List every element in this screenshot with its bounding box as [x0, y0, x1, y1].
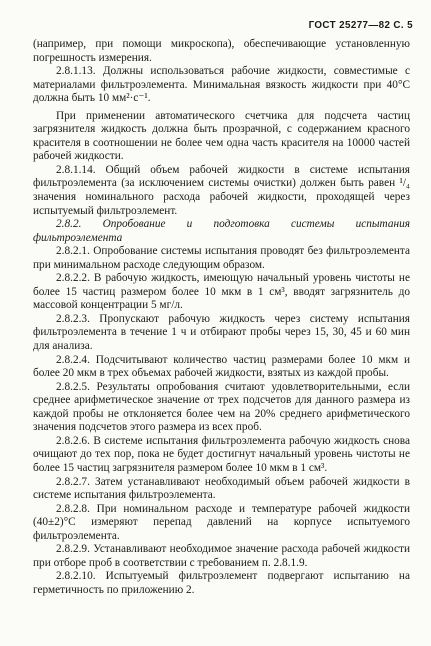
paragraph: 2.8.2.4. Подсчитывают количество частиц размерами более 10 мкм и более 20 мкм в трех объемах рабочей жидкости, взятых из каждой пробы. — [33, 353, 410, 380]
paragraph: 2.8.2.7. Затем устанавливают необходимый объем рабочей жидкости в системе испытания фильтроэлемента. — [33, 475, 410, 502]
paragraph: 2.8.1.13. Должны использоваться рабочие жидкости, совместимые с материалами фильтроэлемента. Минимальная вязкость жидкости при 40°С должна быть 10 мм²·с⁻¹. — [33, 65, 410, 105]
paragraph: 2.8.2.1. Опробование системы испытания проводят без фильтроэлемента при минимальном расходе следующим образом. — [33, 245, 410, 271]
document-body — [33, 38, 410, 597]
paragraph: 2.8.2.9. Устанавливают необходимое значение расхода рабочей жидкости при отборе проб в соответствии с требованием п. 2.8.1.9. — [33, 543, 410, 569]
paragraph: 2.8.2.2. В рабочую жидкость, имеющую начальный уровень чистоты не более 15 частиц размером более 10 мкм в 1 см³, вводят загрязнитель до массовой концентрации 5 мг/л. — [33, 272, 410, 312]
paragraph: 2.8.1.14. Общий объем рабочей жидкости в системе испытания фильтроэлемента (за исключением системы очистки) должен быть равен ¹/₄ значения номинального расхода рабочей жидкости, проходящей через испытуемый фильтроэлемент. — [33, 163, 410, 217]
paragraph: 2.8.2.10. Испытуемый фильтроэлемент подвергают испытанию на герметичность по приложению 2. — [33, 570, 410, 596]
paragraph: 2.8.2.8. При номинальном расходе и температуре рабочей жидкости (40±2)°С измеряют перепад давлений на корпусе испытуемого фильтроэлемента. — [33, 502, 410, 542]
page-header: ГОСТ 25277—82 С. 5 — [308, 20, 413, 31]
paragraph: (например, при помощи микроскопа), обеспечивающие установленную погрешность измерения. — [33, 38, 410, 64]
paragraph: 2.8.2.5. Результаты опробования считают удовлетворительными, если среднее арифметическое значение от трех подсчетов для данного размера из каждой пробы не отклоняется более чем на 20% среднего арифметического значения подсчетов этого размера из всех проб. — [33, 380, 410, 434]
paragraph: При применении автоматического счетчика для подсчета частиц загрязнителя жидкость должна быть прозрачной, с содержанием красного красителя в соотношении не более чем одна часть красителя на 10000 частей рабочей жидкости. — [33, 109, 410, 163]
paragraph: 2.8.2.6. В системе испытания фильтроэлемента рабочую жидкость снова очищают до тех пор, пока не будет достигнут начальный уровень чистоты не более 15 частиц загрязнителя размером более 10 мкм в 1 см³. — [33, 434, 410, 474]
paragraph: 2.8.2.3. Пропускают рабочую жидкость через систему испытания фильтроэлемента в течение 1 ч и отбирают пробы через 15, 30, 45 и 60 мин для анализа. — [33, 312, 410, 353]
section-heading: 2.8.2. Опробование и подготовка системы испытания фильтроэлемента — [33, 218, 410, 244]
